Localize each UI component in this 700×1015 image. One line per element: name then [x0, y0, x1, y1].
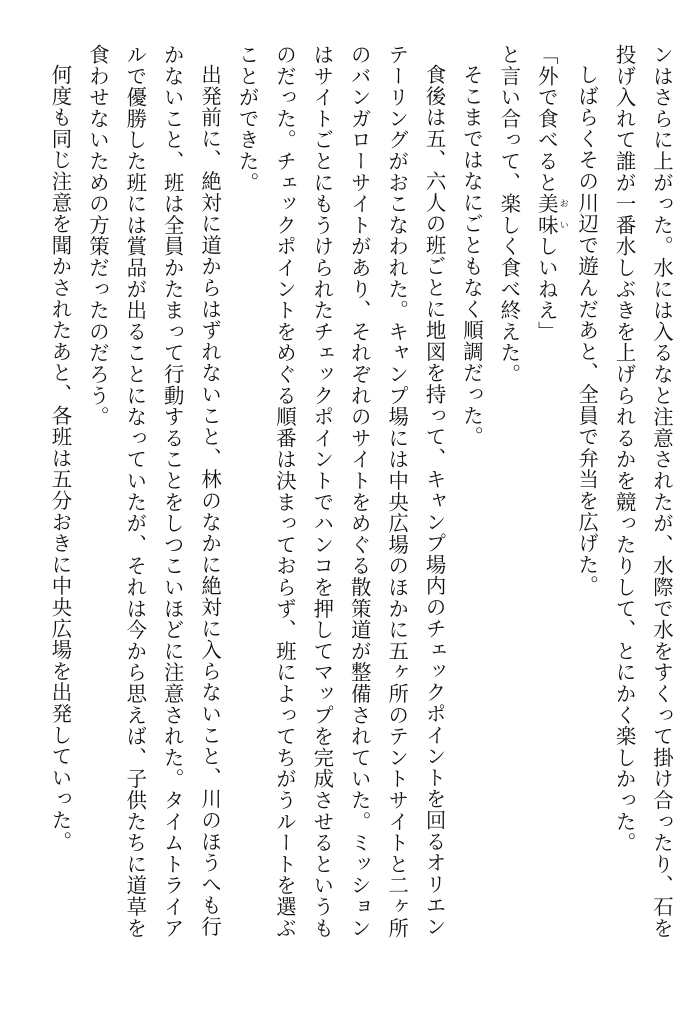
dialogue-before: 「外で食べると	[534, 44, 559, 194]
vertical-text-body	[44, 44, 680, 974]
text-line-10: はサイトごとにもうけられたチェックポイントでハンコを押してマップを完成させるというも	[310, 44, 335, 939]
text-line-13: 出発前に、絶対に道からはずれないこと、林のなかに絶対に入らないこと、川のほうへも行	[198, 64, 223, 938]
text-line-1: ンはさらに上がった。水には入るなと注意されたが、水際で水をすくって掛け合ったり、石を	[650, 44, 674, 939]
text-line-6: そこまではなにごともなく順調だった。	[459, 64, 484, 448]
ruby-reading: おい	[557, 193, 568, 236]
ruby-word	[534, 193, 568, 236]
text-line-8: テーリングがおこなわれた。キャンプ場には中央広場のほかに五ヶ所のテントサイトと二ヶ所	[385, 44, 410, 939]
dialogue-after: しいねえ」	[534, 235, 559, 343]
ruby-base: 美味	[534, 193, 559, 236]
text-line-7: 食後は五、六人の班ごとに地図を持って、キャンプ場内のチェックポイントを回るオリエン	[422, 64, 447, 938]
text-line-9: のバンガローサイトがあり、それぞれのサイトをめぐる散策道が整備されていた。ミッション	[347, 44, 372, 939]
text-line-3: しばらくその川辺で遊んだあと、全員で弁当を広げた。	[575, 64, 600, 597]
text-line-14: かないこと、班は全員かたまって行動することをしつこいほどに注意された。タイムトライア	[160, 44, 185, 939]
text-line-15: ルで優勝した班には賞品が出ることになっていたが、それは今から思えば、子供たちに道草を	[123, 44, 148, 939]
text-line-2: 投げ入れて誰が一番水しぶきを上げられるかを競ったりして、とにかく楽しかった。	[612, 44, 637, 854]
text-line-17: 何度も同じ注意を聞かされたあと、各班は五分おきに中央広場を出発していった。	[48, 64, 73, 853]
text-line-12: ことができた。	[235, 44, 260, 194]
text-line-5: と言い合って、楽しく食べ終えた。	[497, 44, 522, 385]
text-line-11: のだった。チェックポイントをめぐる順番は決まっておらず、班によってちがうルートを選ぶ	[272, 44, 297, 939]
dialogue-line	[527, 44, 567, 974]
text-line-16: 食わせないための方策だったのだろう。	[85, 44, 110, 428]
